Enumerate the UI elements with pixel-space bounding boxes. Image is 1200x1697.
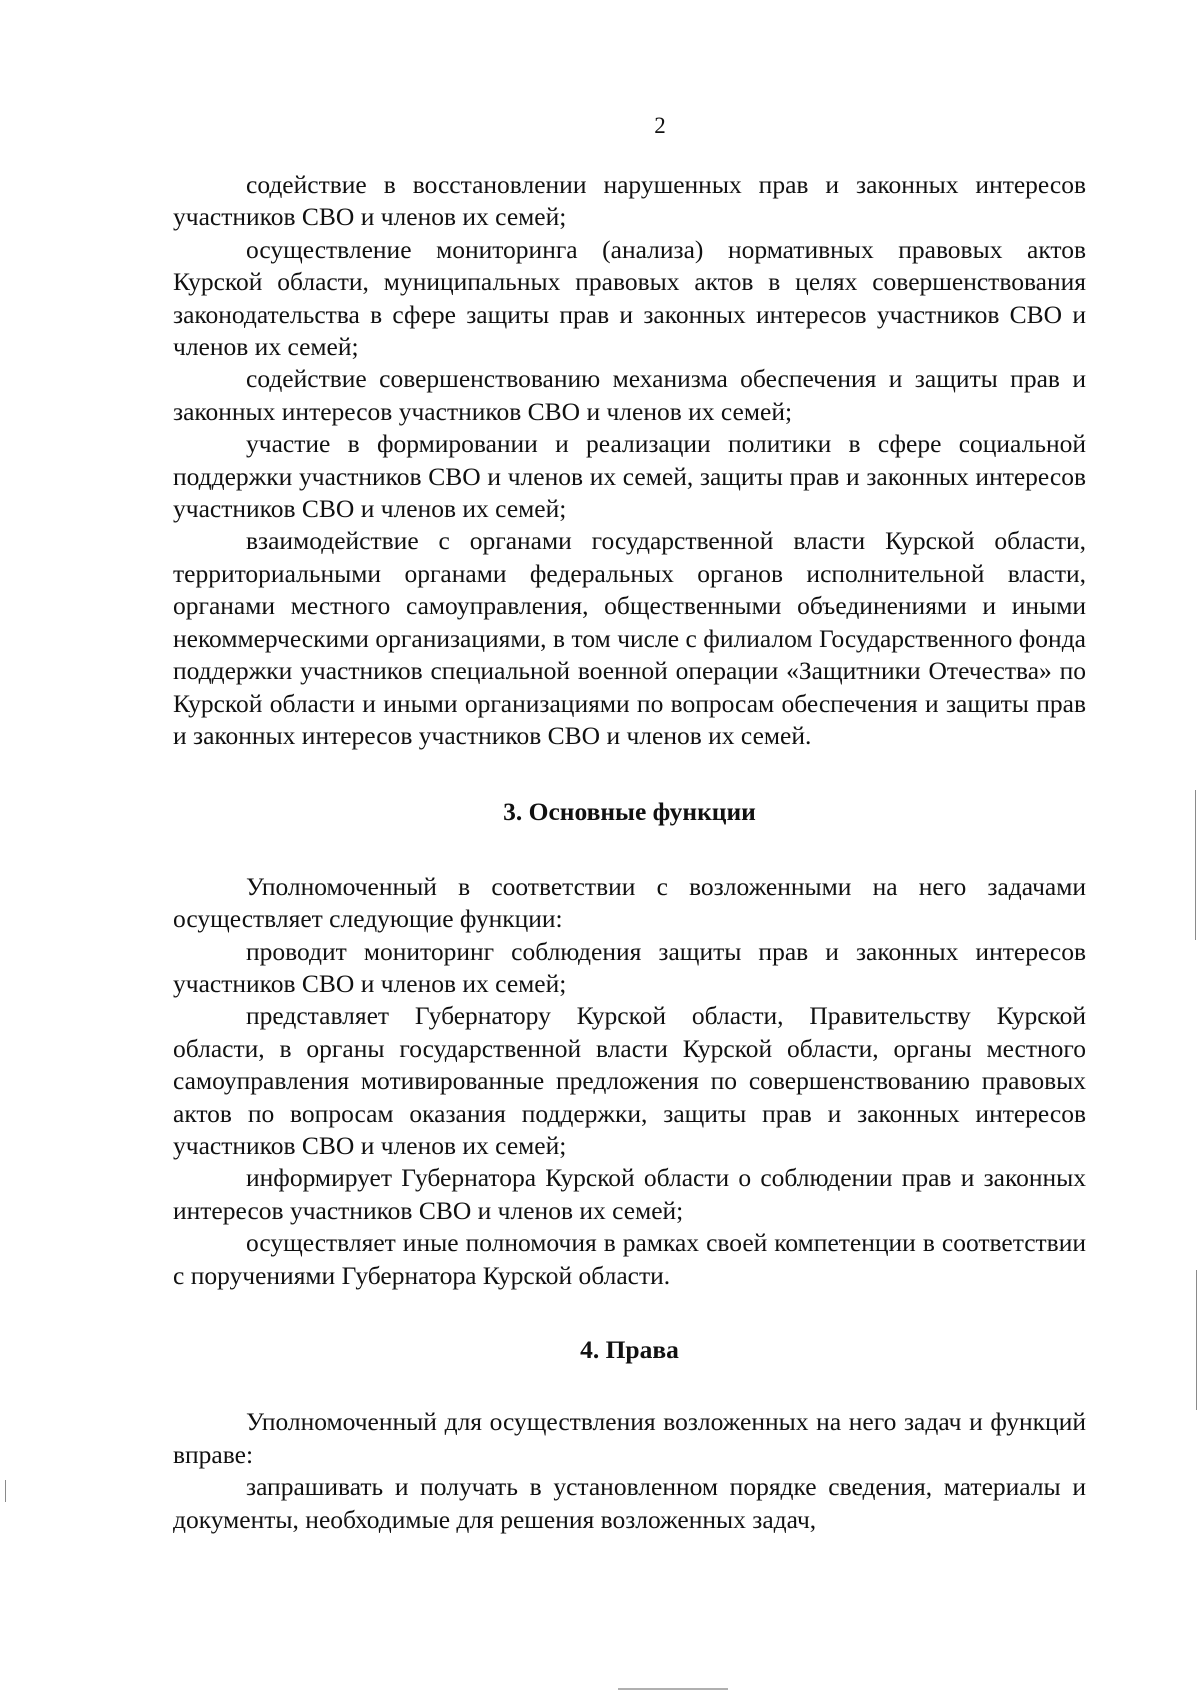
section-3-lead: Уполномоченный в соответствии с возложенными на него задачами осуществляет следующие функции: [173,871,1086,934]
scan-artifact-line [5,1480,6,1502]
scan-artifact-line [1195,790,1196,940]
section-4-lead: Уполномоченный для осуществления возложенных на него задач и функций вправе: [173,1407,1086,1469]
intro-item: участие в формировании и реализации политики в сфере социальной поддержки участников СВО и членов их семей, защиты прав и законных интересов участников СВО и членов их семей; [173,429,1086,524]
section-3-item: информирует Губернатора Курской области о соблюдении прав и законных интересов участников СВО и членов их семей; [173,1163,1086,1225]
document-body [173,169,1086,1536]
intro-item: содействие совершенствованию механизма обеспечения и защиты прав и законных интересов участников СВО и членов их семей; [173,364,1086,426]
section-3-item: проводит мониторинг соблюдения защиты прав и законных интересов участников СВО и членов их семей; [173,936,1086,998]
section-4-heading: 4. Права [580,1335,679,1364]
scan-artifact-line [618,1688,728,1690]
intro-item: взаимодействие с органами государственной власти Курской области, территориальными органами федеральных органов исполнительной власти, органами местного самоуправления, общественными объединениями и иными некоммерческими организациями, в том числе с филиалом Государственного фонда поддержки участников специальной военной операции «Защитники Отечества» по Курской области и иными организациями по вопросам обеспечения и защиты прав и законных интересов участников СВО и членов их семей. [173,526,1086,750]
scan-artifact-line [1196,1270,1197,1410]
section-3-item: осуществляет иные полномочия в рамках своей компетенции в соответствии с поручениями Губернатора Курской области. [173,1228,1086,1290]
section-3-item: представляет Губернатору Курской области, Правительству Курской области, в органы государственной власти Курской области, органы местного самоуправления мотивированные предложения по совершенствованию правовых актов по вопросам оказания поддержки, защиты прав и законных интересов участников СВО и членов их семей; [173,1001,1086,1160]
section-3-heading: 3. Основные функции [503,797,756,827]
intro-item: содействие в восстановлении нарушенных прав и законных интересов участников СВО и членов их семей; [173,170,1086,232]
intro-item: осуществление мониторинга (анализа) нормативных правовых актов Курской области, муниципальных правовых актов в целях совершенствования законодательства в сфере защиты прав и законных интересов участников СВО и членов их семей; [173,234,1086,362]
section-4-item: запрашивать и получать в установленном порядке сведения, материалы и документы, необходимые для решения возложенных задач, [173,1472,1086,1534]
page-number: 2 [654,113,666,138]
